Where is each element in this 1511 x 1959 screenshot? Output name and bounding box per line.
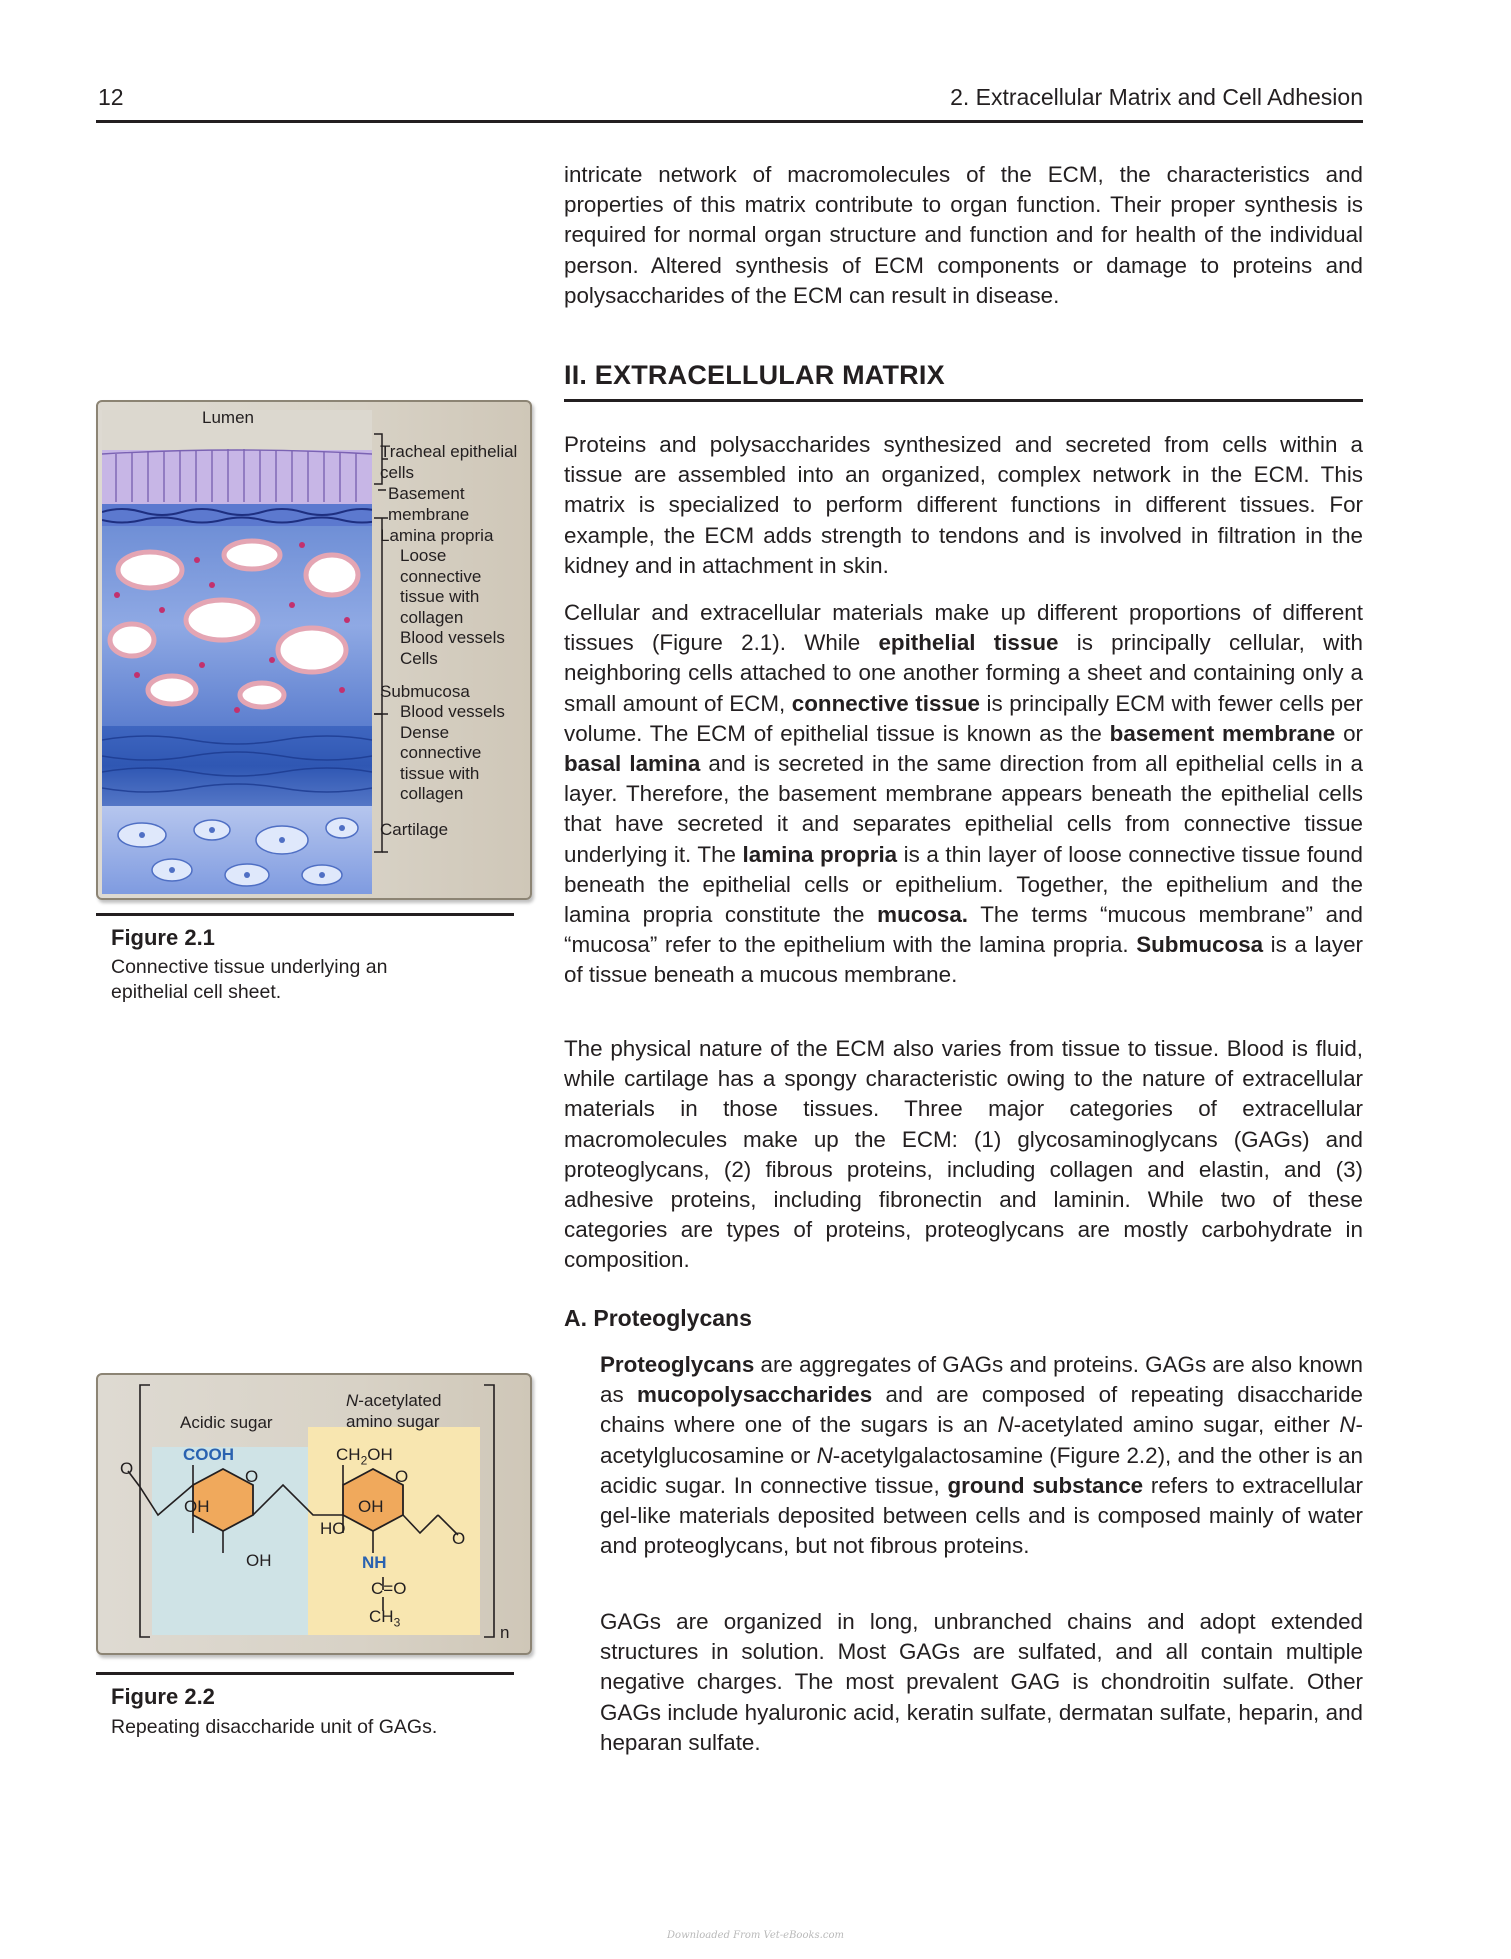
figure-2-2-panel [96,1373,532,1655]
disaccharide-structure [98,1375,532,1655]
body-paragraph: Proteins and polysaccharides synthesized and secreted from cells within a tissue are assembled into an organized, complex network in the ECM. This matrix is specialized to perform different functions in different tissues. For example, the ECM adds strength to tendons and is involved in filtration in the kidney and in attachment in skin. [564,432,1363,578]
header-rule [96,120,1363,123]
subsection-heading: A. Proteoglycans [564,1305,752,1331]
key-term: Submucosa [1136,932,1264,958]
body-paragraph: Cellular and extracellular materials make up different proportions of different tissues (Figure 2.1). While epithelial tissue is principally cellular, with neighboring cells attached to one another forming a sheet and containing only a small amount of ECM, connective tissue is principally ECM with fewer cells per volume. The ECM of epithelial tissue is known as the basement membrane or basal lamina and is secreted in the same direction from all epithelial cells in a layer. Therefore, the basement membrane appears beneath the epithelial cells that have secreted it and separates epithelial cells from connective tissue underlying it. The lamina propria is a thin layer of loose connective tissue found beneath the epithelial cells or epithelium. Together, the epithelium and the lamina propria constitute the mucosa. The terms “mucous membrane” and “mucosa” refer to the epithelium with the lamina propria. Submucosa is a layer of tissue beneath a mucous membrane. [564,600,1364,988]
label-tracheal-epithelial-cells: Tracheal epithelial cells [380,442,518,482]
key-term: mucopolysaccharides [637,1382,873,1408]
body-paragraph: GAGs are organized in long, unbranched chains and adopt extended structures in solution. Most GAGs are sulfated, and all contain multiple negative charges. The most prevalent GAG is chondroitin sulfate. Other GAGs include hyaluronic acid, keratin sulfate, dermatan sulfate, heparin, and heparan sulfate. [600,1609,1363,1755]
label-submucosa: Submucosa [380,682,470,701]
label-ch2oh: $CH_2OH$ [336,1445,393,1468]
figure-caption: Repeating disaccharide unit of GAGs. [111,1716,438,1738]
key-term: ground substance [947,1472,1144,1498]
label-ho: HO [320,1519,346,1538]
figure-2-1-panel [96,400,532,900]
key-term: connective tissue [791,690,980,716]
intro-paragraph: intricate network of macromolecules of the ECM, the characteristics and properties of this matrix contribute to organ function. Their proper synthesis is required for normal organ structure and function and for health of the individual person. Altered synthesis of ECM components or damage to proteins and polysaccharides of the ECM can result in disease. [564,162,1363,308]
label-methyl: $CH_3$ [369,1607,401,1630]
figure-title: Figure 2.2 [111,1684,215,1709]
label-lamina-propria-contents: Loose connective tissue with collagen Blood vessels Cells [400,546,505,668]
label-submucosa-contents: Blood vessels Dense connective tissue with collagen [400,702,505,803]
body-paragraph: Proteoglycans are aggregates of GAGs and proteins. GAGs are also known as mucopolysaccharides and are composed of repeating disaccharide chains where one of the sugars is an N-acetylated amino sugar, either N-acetylglucosamine or N-acetylgalactosamine (Figure 2.2), and the other is an acidic sugar. In connective tissue, ground substance refers to extracellular gel-like materials deposited between cells and is composed mainly of water and proteoglycans, but not fibrous proteins. [600,1352,1364,1559]
page-number: 12 [98,84,124,110]
label-ring-oxygen: O [245,1467,259,1486]
label-cartilage: Cartilage [380,820,449,839]
tissue-illustration [102,410,372,894]
body-paragraph: The physical nature of the ECM also varies from tissue to tissue. Blood is fluid, while cartilage has a spongy characteristic owing to the nature of extracellular materials in those tissues. Three major categories of extracellular macromolecules make up the ECM: (1) glycosaminoglycans (GAGs) and proteoglycans, (2) fibrous proteins, including collagen and elastin, and (3) adhesive proteins, including fibronectin and laminin. While two of these categories are types of proteins, proteoglycans are mostly carbohydrate in composition. [564,1036,1363,1273]
key-term: basement membrane [1109,720,1336,746]
label-lamina-propria: Lamina propria [380,526,494,545]
label-brackets [370,432,390,872]
label-repeat-n: n [500,1623,510,1642]
key-term: mucosa. [877,902,968,928]
running-head: 2. Extracellular Matrix and Cell Adhesion [950,84,1363,110]
label-lumen: Lumen [202,408,254,427]
figure-title: Figure 2.1 [111,925,215,950]
figure-caption: Connective tissue underlying an epithelial cell sheet. [111,956,388,1003]
label-basement-membrane: Basement membrane [388,484,470,524]
label-hydroxyl: OH [184,1497,210,1516]
key-term: lamina propria [742,841,898,867]
label-acidic-sugar: Acidic sugar [180,1413,273,1432]
key-term: epithelial tissue [878,630,1059,656]
key-term: Proteoglycans [600,1352,755,1377]
label-glycosidic-oxygen: O [120,1459,134,1478]
figure-caption-rule [96,1672,514,1675]
label-glycosidic-oxygen: O [452,1529,466,1548]
label-ring-oxygen: O [395,1467,409,1486]
label-hydroxyl: OH [246,1551,272,1570]
label-nh: NH [362,1553,387,1572]
label-hydroxyl: OH [358,1497,384,1516]
section-heading: II. EXTRACELLULAR MATRIX [564,360,945,390]
key-term: basal lamina [564,751,701,777]
label-cooh: COOH [183,1445,234,1464]
footer-watermark: Downloaded From Vet-eBooks.com [667,1930,844,1941]
figure-caption-rule [96,913,514,916]
label-carbonyl: C=O [371,1579,407,1598]
label-n-acetylated-amino-sugar: N-acetylated amino sugar [346,1391,442,1431]
section-rule [564,399,1363,402]
